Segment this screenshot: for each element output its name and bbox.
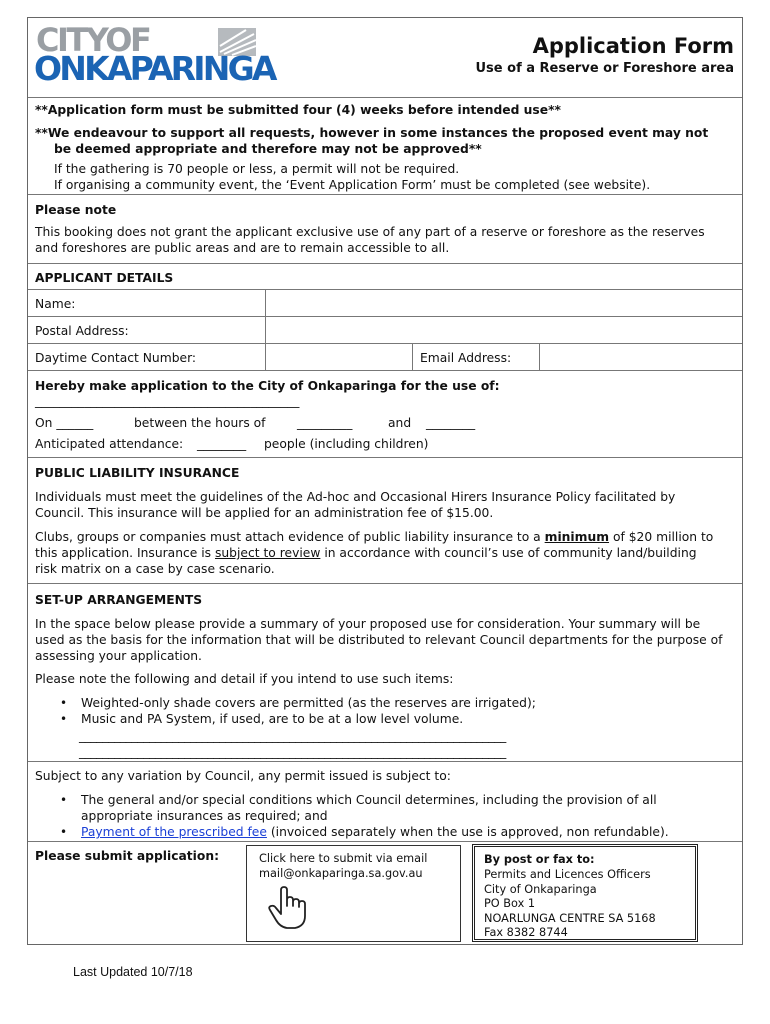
approval-notice-line2: be deemed appropriate and therefore may not be approved** xyxy=(54,142,482,156)
insurance-p1-line1: Individuals must meet the guidelines of the Ad-hoc and Occasional Hirers Insurance Policy facilitated by xyxy=(35,490,676,504)
email-submit-label: Click here to submit via email xyxy=(259,852,428,865)
minimum-emphasis: minimum xyxy=(544,530,610,544)
summary-line-1[interactable]: _________________________________________________________________________ xyxy=(79,729,506,743)
setup-heading: SET-UP ARRANGEMENTS xyxy=(35,593,203,607)
condition-1-line1: The general and/or special conditions which Council determines, including the provision of all xyxy=(81,793,657,807)
between-hours-label: between the hours of xyxy=(134,416,266,430)
insurance-heading: PUBLIC LIABILITY INSURANCE xyxy=(35,466,240,480)
condition-1-line2: appropriate insurances as required; and xyxy=(81,809,328,823)
post-or-fax-box xyxy=(472,844,698,942)
use-blank-line[interactable]: ___________________________________________ xyxy=(35,394,300,408)
divider xyxy=(28,263,742,264)
email-submit-button[interactable] xyxy=(246,845,461,942)
divider xyxy=(28,761,742,762)
and-label: and xyxy=(388,416,412,430)
bullet-icon: • xyxy=(60,793,68,807)
email-label: Email Address: xyxy=(420,351,512,365)
summary-line-2[interactable]: _________________________________________________________________________ xyxy=(79,745,506,759)
bullet-icon: • xyxy=(60,696,68,710)
divider xyxy=(28,194,742,195)
phone-field[interactable] xyxy=(266,344,411,370)
post-line: City of Onkaparinga xyxy=(484,883,597,896)
divider xyxy=(28,370,742,371)
event-form-text: If organising a community event, the ‘Event Application Form’ must be completed (see website). xyxy=(54,178,651,192)
application-form xyxy=(27,17,743,945)
application-heading: Hereby make application to the City of Onkaparinga for the use of: xyxy=(35,379,500,393)
logo-line1: CITYOF xyxy=(36,21,150,59)
last-updated: Last Updated 10/7/18 xyxy=(73,965,193,979)
divider xyxy=(28,583,742,584)
post-line: NOARLUNGA CENTRE SA 5168 xyxy=(484,912,656,925)
email-address: mail@onkaparinga.sa.gov.au xyxy=(259,867,423,880)
list-item: Weighted-only shade covers are permitted (as the reserves are irrigated); xyxy=(81,696,536,710)
setup-p1-line3: assessing your application. xyxy=(35,649,202,663)
please-note-heading: Please note xyxy=(35,203,117,217)
approval-notice-line1: **We endeavour to support all requests, however in some instances the proposed event may not xyxy=(35,126,709,140)
page-title: Application Form xyxy=(532,34,734,58)
condition-2: Payment of the prescribed fee (invoiced separately when the use is approved, non refundable). xyxy=(81,825,669,839)
email-field[interactable] xyxy=(540,344,742,370)
postal-address-label: Postal Address: xyxy=(35,324,129,338)
post-heading: By post or fax to: xyxy=(484,853,595,866)
name-field[interactable] xyxy=(266,290,742,316)
divider xyxy=(539,343,540,370)
bullet-icon: • xyxy=(60,712,68,726)
conditions-intro: Subject to any variation by Council, any permit issued is subject to: xyxy=(35,769,451,783)
please-note-text-line1: This booking does not grant the applicant exclusive use of any part of a reserve or foreshore as the reserves xyxy=(35,225,705,239)
divider xyxy=(28,841,742,842)
attendance-suffix: people (including children) xyxy=(264,437,429,451)
please-note-text-line2: and foreshores are public areas and are to remain accessible to all. xyxy=(35,241,450,255)
setup-p1-line1: In the space below please provide a summary of your proposed use for consideration. Your summary will be xyxy=(35,617,701,631)
logo-line2: ONKAPARINGA xyxy=(34,49,275,88)
submit-heading: Please submit application: xyxy=(35,849,220,863)
start-time-field[interactable]: _________ xyxy=(297,416,353,430)
postal-address-field[interactable] xyxy=(266,317,742,343)
insurance-p1-line2: Council. This insurance will be applied for an administration fee of $15.00. xyxy=(35,506,494,520)
phone-label: Daytime Contact Number: xyxy=(35,351,197,365)
applicant-details-heading: APPLICANT DETAILS xyxy=(35,271,174,285)
subject-to-review-link[interactable]: subject to review xyxy=(214,546,321,560)
bullet-icon: • xyxy=(60,825,68,839)
divider xyxy=(28,97,742,98)
divider xyxy=(265,289,266,370)
attendance-label: Anticipated attendance: xyxy=(35,437,184,451)
prescribed-fee-link[interactable]: Payment of the prescribed fee xyxy=(81,825,267,839)
post-line: PO Box 1 xyxy=(484,897,536,910)
insurance-p2-line3: risk matrix on a case by case scenario. xyxy=(35,562,275,576)
permit-threshold-text: If the gathering is 70 people or less, a permit will not be required. xyxy=(54,162,460,176)
divider xyxy=(28,457,742,458)
end-time-field[interactable]: ________ xyxy=(426,416,476,430)
pointing-hand-icon xyxy=(267,886,313,930)
page-subtitle: Use of a Reserve or Foreshore area xyxy=(475,61,734,76)
insurance-p2-line2: this application. Insurance is subject to review in accordance with council’s use of community land/building xyxy=(35,546,697,560)
post-line: Permits and Licences Officers xyxy=(484,868,651,881)
deadline-notice: **Application form must be submitted four (4) weeks before intended use** xyxy=(35,103,561,117)
on-date-field[interactable]: On ______ xyxy=(35,416,94,430)
fax-number: Fax 8382 8744 xyxy=(484,926,568,939)
list-item: Music and PA System, if used, are to be at a low level volume. xyxy=(81,712,464,726)
name-label: Name: xyxy=(35,297,76,311)
divider xyxy=(412,343,413,370)
insurance-p2-line1: Clubs, groups or companies must attach evidence of public liability insurance to a minimum of $20 million to xyxy=(35,530,714,544)
attendance-field[interactable]: ________ xyxy=(197,437,247,451)
setup-p2: Please note the following and detail if you intend to use such items: xyxy=(35,672,454,686)
setup-p1-line2: used as the basis for the information that will be distributed to relevant Council departments for the purpose of xyxy=(35,633,723,647)
